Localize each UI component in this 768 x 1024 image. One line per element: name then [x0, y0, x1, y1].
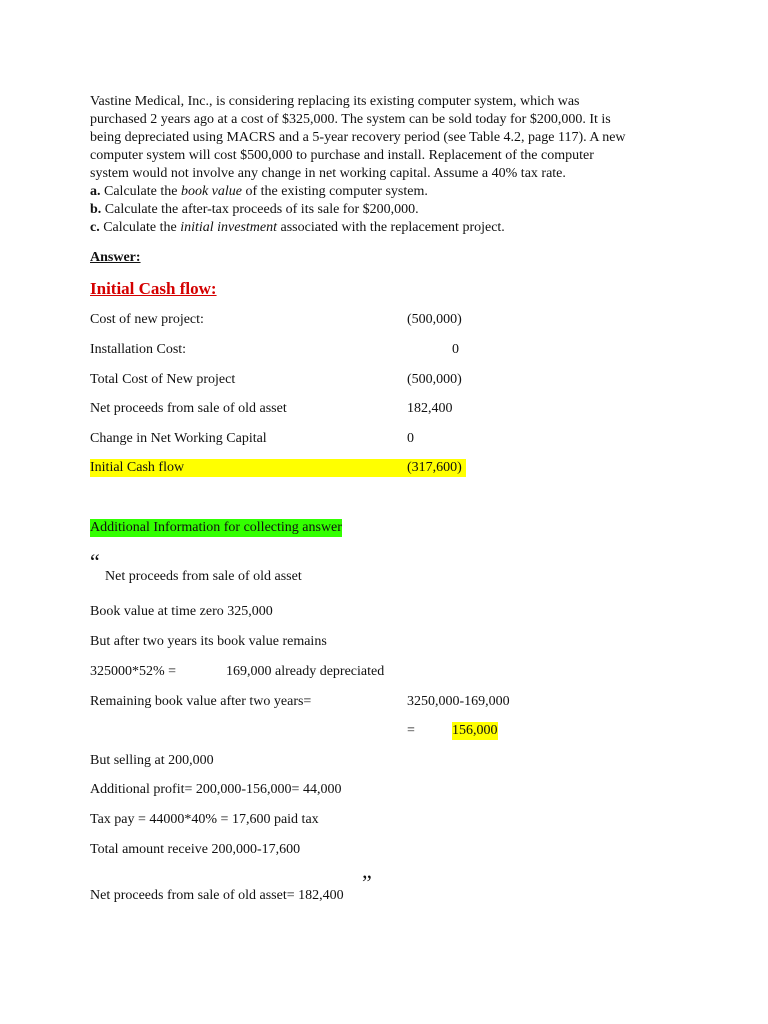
question-a-label: a. — [90, 184, 101, 199]
question-c-label: c. — [90, 220, 100, 235]
cash-flow-row-label: Cost of new project: — [90, 312, 204, 327]
initial-cash-flow-value: (317,600) — [407, 460, 462, 475]
cash-flow-row-label: Net proceeds from sale of old asset — [90, 401, 287, 416]
question-b — [90, 201, 690, 219]
cash-flow-title: Initial Cash flow: — [90, 279, 217, 298]
remaining-result: 156,000 — [452, 723, 498, 738]
calc-right: 169,000 already depreciated — [226, 664, 385, 679]
question-a-text2: of the existing computer system. — [242, 184, 428, 199]
cash-flow-row-value: 182,400 — [407, 401, 453, 416]
question-c-emphasis: initial investment — [180, 220, 278, 235]
net-proceeds-result: Net proceeds from sale of old asset= 182,400 — [90, 888, 344, 903]
question-a-emphasis: book value — [180, 184, 242, 199]
tax-pay: Tax pay = 44000*40% = 17,600 paid tax — [90, 812, 319, 827]
selling-price: But selling at 200,000 — [90, 753, 214, 768]
problem-line-5: system would not involve any change in net working capital. Assume a 40% tax rate. — [90, 166, 566, 181]
close-quote: ” — [362, 870, 372, 895]
remaining-calc: 3250,000-169,000 — [407, 694, 510, 709]
question-b-label: b. — [90, 202, 102, 217]
additional-info-heading: Additional Information for collecting answer — [90, 520, 342, 535]
book-value-zero: Book value at time zero 325,000 — [90, 604, 273, 619]
question-a-text1: Calculate the — [100, 184, 181, 199]
question-c — [90, 219, 690, 237]
initial-cash-flow-label: Initial Cash flow — [90, 460, 185, 475]
cash-flow-row-label: Total Cost of New project — [90, 372, 236, 387]
cash-flow-row-value: (500,000) — [407, 312, 462, 327]
answer-heading: Answer: — [90, 250, 141, 265]
cash-flow-row-value: 0 — [407, 431, 414, 446]
problem-line-2: purchased 2 years ago at a cost of $325,000. The system can be sold today for $200,000. It is — [90, 112, 611, 127]
cash-flow-row-value: 0 — [452, 342, 459, 357]
question-c-text1: Calculate the — [99, 220, 181, 235]
total-receive: Total amount receive 200,000-17,600 — [90, 842, 301, 857]
details-subtitle: Net proceeds from sale of old asset — [105, 569, 302, 584]
after-two-years: But after two years its book value remains — [90, 634, 327, 649]
problem-statement — [90, 93, 690, 237]
problem-line-4: computer system will cost $500,000 to purchase and install. Replacement of the computer — [90, 148, 594, 163]
cash-flow-row-value: (500,000) — [407, 372, 462, 387]
problem-line-3: being depreciated using MACRS and a 5-year recovery period (see Table 4.2, page 117). A new — [90, 130, 626, 145]
calc-left: 325000*52% = — [90, 664, 177, 679]
problem-line-1: Vastine Medical, Inc., is considering replacing its existing computer system, which was — [90, 94, 580, 109]
remaining-label: Remaining book value after two years= — [90, 694, 312, 709]
question-a — [90, 183, 690, 201]
additional-profit: Additional profit= 200,000-156,000= 44,000 — [90, 782, 342, 797]
cash-flow-row-label: Installation Cost: — [90, 342, 187, 357]
question-c-text2: associated with the replacement project. — [277, 220, 505, 235]
equals-sign: = — [407, 723, 415, 738]
question-b-text: Calculate the after-tax proceeds of its sale for $200,000. — [101, 202, 419, 217]
open-quote: “ — [90, 549, 100, 574]
cash-flow-row-label: Change in Net Working Capital — [90, 431, 267, 446]
